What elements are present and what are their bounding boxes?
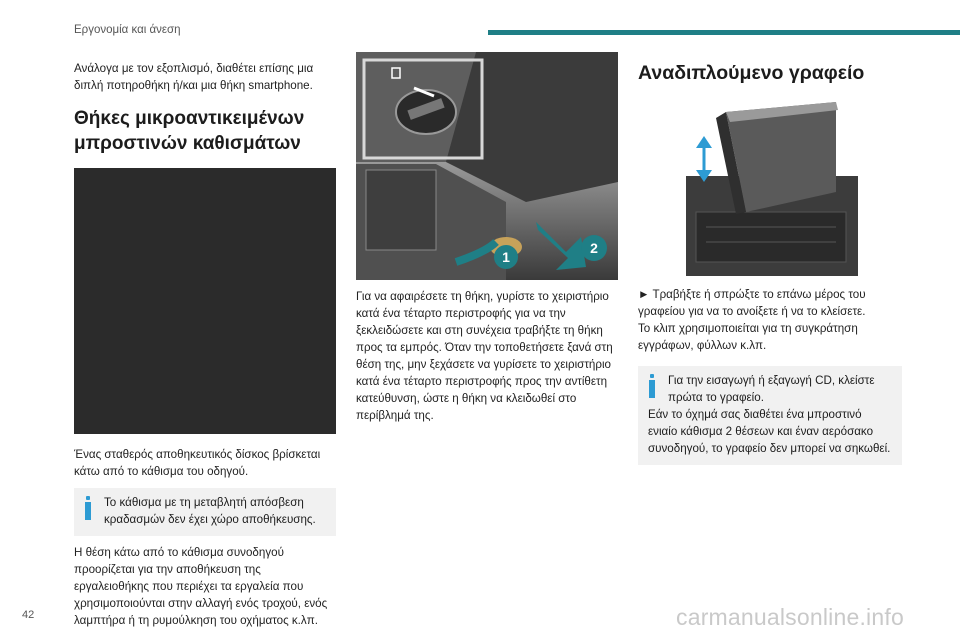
storage-unlock-illustration: [356, 52, 618, 280]
column-right: [638, 60, 902, 465]
info-note-damping-seat: [74, 488, 336, 536]
intro-paragraph: Ανάλογα με τον εξοπλισμό, διαθέτει επίσης μια διπλή ποτηροθήκη ή/και μια θήκη smartphone.: [74, 62, 314, 92]
tray-caption: Ένας σταθερός αποθηκευτικός δίσκος βρίσκεται κάτω από το κάθισμα του οδηγού.: [74, 448, 321, 478]
watermark: carmanualsonline.info: [676, 604, 904, 630]
desk-clip-paragraph: Το κλιπ χρησιμοποιείται για τη συγκράτηση εγγράφων, φύλλων κ.λπ.: [638, 322, 858, 352]
callout-1: 1: [502, 249, 510, 265]
running-header-title: Εργονομία και άνεση: [74, 24, 181, 36]
storage-unlock-svg: [356, 52, 618, 280]
callout-2: 2: [590, 240, 598, 256]
desk-step-instruction: ► Τραβήξτε ή σπρώξτε το επάνω μέρος του γραφείου για να το ανοίξετε ή να το κλείσετε.: [638, 288, 866, 318]
info-note-airbag: Εάν το όχημά σας διαθέτει ένα μπροστινό ενιαίο κάθισμα 2 θέσεων και έναν αερόσακο συνοδηγού, το γραφείο δεν μπορεί να σηκωθεί.: [648, 408, 891, 455]
section-heading-folding-desk: Αναδιπλούμενο γραφείο: [638, 62, 865, 84]
toolkit-paragraph: Η θέση κάτω από το κάθισμα συνοδηγού προορίζεται για την αποθήκευση της εργαλειοθήκης που περιέχει τα εργαλεία που χρησιμοποιούνται στην αλλαγή ενός τροχού, ενός λαμπτήρα ή τη ρυμούλκηση του οχήματος κ.λπ.: [74, 546, 328, 627]
info-note-cd: Για την εισαγωγή ή εξαγωγή CD, κλείστε πρώτα το γραφείο.: [668, 374, 875, 404]
column-left: [74, 60, 336, 629]
header-accent-bar: [488, 30, 960, 35]
folding-desk-illustration: [686, 102, 858, 276]
removal-instructions: Για να αφαιρέσετε τη θήκη, γυρίστε το χειριστήριο κατά ένα τέταρτο περιστροφής για να την ξεκλειδώσετε και στη συνέχεια τραβήξτε τη θήκη προς τα εμπρός. Όταν την τοποθετήσετε ξανά στη θέση της, μην ξεχάσετε να γυρίσετε το χειριστήριο κατά ένα τέταρτο περιστροφής προς την αντίθετη κατεύθυνση, ώστε η θήκη να κλειδωθεί στο περίβλημά της.: [356, 290, 613, 422]
info-note-text: Το κάθισμα με τη μεταβλητή απόσβεση κραδασμών δεν έχει χώρο αποθήκευσης.: [104, 496, 316, 526]
folding-desk-svg: [686, 102, 858, 276]
info-note-desk: [638, 366, 902, 465]
info-icon: [84, 496, 92, 520]
section-heading-front-seat-storage: Θήκες μικροαντικειμένων μπροστινών καθισμάτων: [74, 108, 305, 154]
column-middle: [356, 60, 618, 424]
page-number: 42: [22, 609, 35, 621]
info-icon: [648, 374, 656, 398]
under-seat-tray-image: [74, 168, 336, 434]
